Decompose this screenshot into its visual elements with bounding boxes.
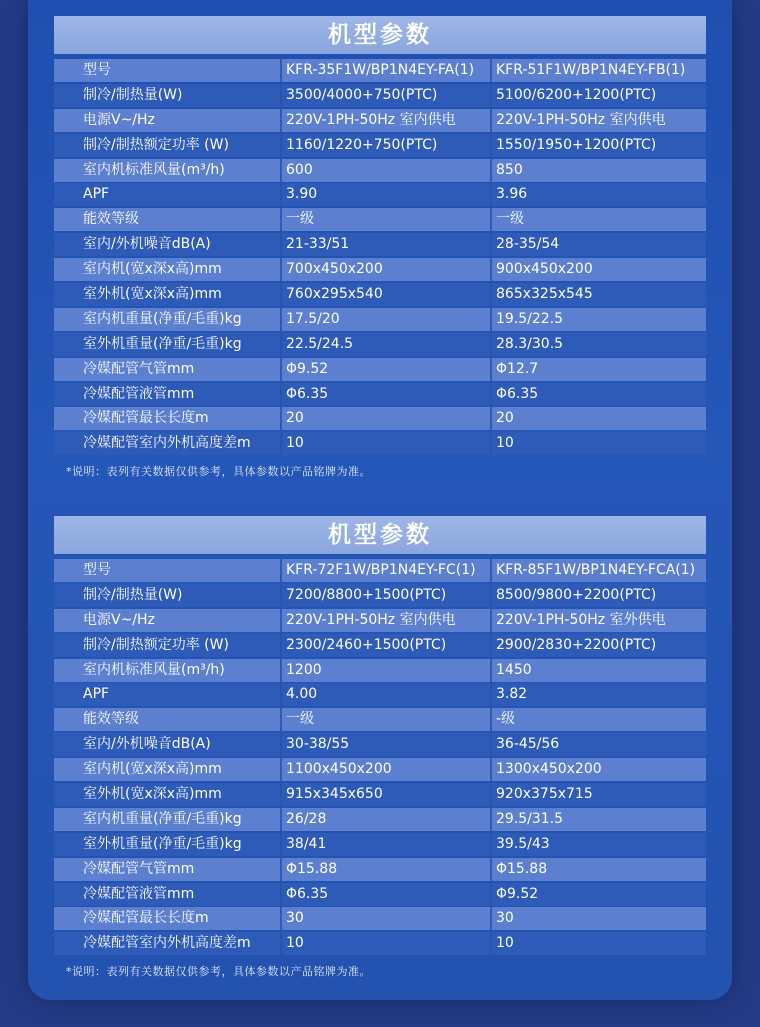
table-row	[54, 683, 706, 706]
spec-label: 电源V~/Hz	[54, 609, 280, 632]
spec-value-model-2: Φ12.7	[490, 358, 706, 381]
spec-value-model-2: 3.96	[490, 183, 706, 206]
spec-value-model-1: 220V-1PH-50Hz 室内供电	[280, 609, 490, 632]
spec-label: 室内机重量(净重/毛重)kg	[54, 808, 280, 831]
spec-label: 制冷/制热量(W)	[54, 584, 280, 607]
spec-value-model-2: 28.3/30.5	[490, 333, 706, 356]
table-row	[54, 358, 706, 381]
spec-value-model-2: 920x375x715	[490, 783, 706, 806]
spec-label: 冷媒配管气管mm	[54, 358, 280, 381]
spec-label: 制冷/制热额定功率 (W)	[54, 134, 280, 157]
spec-label: APF	[54, 183, 280, 206]
spec-label: 室外机重量(净重/毛重)kg	[54, 333, 280, 356]
spec-value-model-2: 5100/6200+1200(PTC)	[490, 84, 706, 107]
table-row	[54, 659, 706, 682]
spec-label: 室内机重量(净重/毛重)kg	[54, 308, 280, 331]
spec-label: 室内/外机噪音dB(A)	[54, 733, 280, 756]
spec-value-model-1: 1160/1220+750(PTC)	[280, 134, 490, 157]
spec-value-model-2: Φ15.88	[490, 858, 706, 881]
spec-value-model-1: Φ15.88	[280, 858, 490, 881]
table-row	[54, 559, 706, 582]
spec-value-model-1: 4.00	[280, 683, 490, 706]
spec-value-model-1: 2300/2460+1500(PTC)	[280, 634, 490, 657]
spec-value-model-1: 38/41	[280, 833, 490, 856]
spec-value-model-2: Φ9.52	[490, 883, 706, 906]
spec-label: 型号	[54, 59, 280, 82]
table-row	[54, 183, 706, 206]
table-row	[54, 283, 706, 306]
spec-label: 室外机重量(净重/毛重)kg	[54, 833, 280, 856]
spec-value-model-2: 2900/2830+2200(PTC)	[490, 634, 706, 657]
spec-value-model-2: 36-45/56	[490, 733, 706, 756]
spec-label: 能效等级	[54, 208, 280, 231]
spec-value-model-2: KFR-85F1W/BP1N4EY-FCA(1)	[490, 559, 706, 582]
spec-value-model-1: 760x295x540	[280, 283, 490, 306]
spec-value-model-2: 3.82	[490, 683, 706, 706]
spec-label: 冷媒配管气管mm	[54, 858, 280, 881]
spec-value-model-1: 3.90	[280, 183, 490, 206]
spec-value-model-2: KFR-51F1W/BP1N4EY-FB(1)	[490, 59, 706, 82]
spec-table-2	[54, 516, 706, 979]
table-row	[54, 109, 706, 132]
spec-label: 冷媒配管液管mm	[54, 883, 280, 906]
table-row	[54, 233, 706, 256]
spec-label: 冷媒配管最长长度m	[54, 407, 280, 430]
spec-value-model-1: KFR-72F1W/BP1N4EY-FC(1)	[280, 559, 490, 582]
spec-value-model-1: 20	[280, 407, 490, 430]
spec-value-model-1: 21-33/51	[280, 233, 490, 256]
spec-value-model-1: 700x450x200	[280, 258, 490, 281]
spec-label: 冷媒配管液管mm	[54, 383, 280, 406]
spec-value-model-2: 10	[490, 932, 706, 955]
table-rows	[54, 559, 706, 955]
spec-value-model-2: 8500/9800+2200(PTC)	[490, 584, 706, 607]
spec-value-model-1: 7200/8800+1500(PTC)	[280, 584, 490, 607]
spec-label: APF	[54, 683, 280, 706]
spec-value-model-2: Φ6.35	[490, 383, 706, 406]
table-note: *说明：表列有关数据仅供参考，具体参数以产品铭牌为准。	[66, 965, 371, 979]
spec-value-model-2: 865x325x545	[490, 283, 706, 306]
table-row	[54, 159, 706, 182]
table-note: *说明：表列有关数据仅供参考，具体参数以产品铭牌为准。	[66, 465, 371, 479]
table-row	[54, 84, 706, 107]
spec-value-model-2: 29.5/31.5	[490, 808, 706, 831]
table-row	[54, 932, 706, 955]
table-title: 机型参数	[54, 516, 706, 554]
spec-label: 能效等级	[54, 708, 280, 731]
spec-value-model-1: 600	[280, 159, 490, 182]
spec-value-model-1: 220V-1PH-50Hz 室内供电	[280, 109, 490, 132]
spec-value-model-1: 1100x450x200	[280, 758, 490, 781]
spec-value-model-1: 30-38/55	[280, 733, 490, 756]
spec-value-model-1: 3500/4000+750(PTC)	[280, 84, 490, 107]
spec-value-model-2: 20	[490, 407, 706, 430]
table-row	[54, 883, 706, 906]
table-row	[54, 407, 706, 430]
spec-label: 冷媒配管室内外机高度差m	[54, 932, 280, 955]
spec-label: 室内机标准风量(m³/h)	[54, 659, 280, 682]
spec-value-model-2: 220V-1PH-50Hz 室内供电	[490, 109, 706, 132]
spec-value-model-2: 1450	[490, 659, 706, 682]
table-row	[54, 432, 706, 455]
spec-label: 室外机(宽x深x高)mm	[54, 283, 280, 306]
spec-value-model-1: Φ9.52	[280, 358, 490, 381]
table-row	[54, 858, 706, 881]
spec-value-model-1: KFR-35F1W/BP1N4EY-FA(1)	[280, 59, 490, 82]
table-row	[54, 308, 706, 331]
table-row	[54, 584, 706, 607]
spec-value-model-2: 1300x450x200	[490, 758, 706, 781]
spec-label: 型号	[54, 559, 280, 582]
table-rows	[54, 59, 706, 455]
table-row	[54, 907, 706, 930]
table-row	[54, 59, 706, 82]
spec-value-model-2: 10	[490, 432, 706, 455]
spec-value-model-2: -级	[490, 708, 706, 731]
spec-label: 冷媒配管最长长度m	[54, 907, 280, 930]
table-row	[54, 609, 706, 632]
table-title: 机型参数	[54, 16, 706, 54]
spec-value-model-1: 一级	[280, 208, 490, 231]
spec-value-model-2: 19.5/22.5	[490, 308, 706, 331]
spec-value-model-2: 30	[490, 907, 706, 930]
table-row	[54, 258, 706, 281]
spec-value-model-2: 900x450x200	[490, 258, 706, 281]
spec-label: 电源V~/Hz	[54, 109, 280, 132]
spec-value-model-1: 10	[280, 432, 490, 455]
spec-label: 室内机(宽x深x高)mm	[54, 758, 280, 781]
spec-label: 室内机标准风量(m³/h)	[54, 159, 280, 182]
spec-value-model-1: 1200	[280, 659, 490, 682]
table-row	[54, 733, 706, 756]
table-row	[54, 208, 706, 231]
table-row	[54, 808, 706, 831]
spec-label: 室外机(宽x深x高)mm	[54, 783, 280, 806]
spec-value-model-1: 10	[280, 932, 490, 955]
spec-value-model-2: 850	[490, 159, 706, 182]
table-row	[54, 833, 706, 856]
spec-value-model-1: 17.5/20	[280, 308, 490, 331]
table-row	[54, 783, 706, 806]
spec-value-model-2: 39.5/43	[490, 833, 706, 856]
table-row	[54, 333, 706, 356]
spec-label: 冷媒配管室内外机高度差m	[54, 432, 280, 455]
spec-label: 室内/外机噪音dB(A)	[54, 233, 280, 256]
spec-value-model-1: 22.5/24.5	[280, 333, 490, 356]
spec-value-model-2: 28-35/54	[490, 233, 706, 256]
spec-value-model-1: Φ6.35	[280, 883, 490, 906]
spec-value-model-1: 26/28	[280, 808, 490, 831]
table-row	[54, 134, 706, 157]
spec-value-model-2: 220V-1PH-50Hz 室外供电	[490, 609, 706, 632]
table-row	[54, 708, 706, 731]
spec-value-model-1: 一级	[280, 708, 490, 731]
spec-value-model-2: 一级	[490, 208, 706, 231]
spec-value-model-1: 30	[280, 907, 490, 930]
spec-table-1	[54, 16, 706, 479]
spec-value-model-2: 1550/1950+1200(PTC)	[490, 134, 706, 157]
spec-value-model-1: 915x345x650	[280, 783, 490, 806]
spec-label: 制冷/制热额定功率 (W)	[54, 634, 280, 657]
spec-label: 制冷/制热量(W)	[54, 84, 280, 107]
table-row	[54, 758, 706, 781]
spec-label: 室内机(宽x深x高)mm	[54, 258, 280, 281]
table-row	[54, 383, 706, 406]
table-row	[54, 634, 706, 657]
spec-value-model-1: Φ6.35	[280, 383, 490, 406]
